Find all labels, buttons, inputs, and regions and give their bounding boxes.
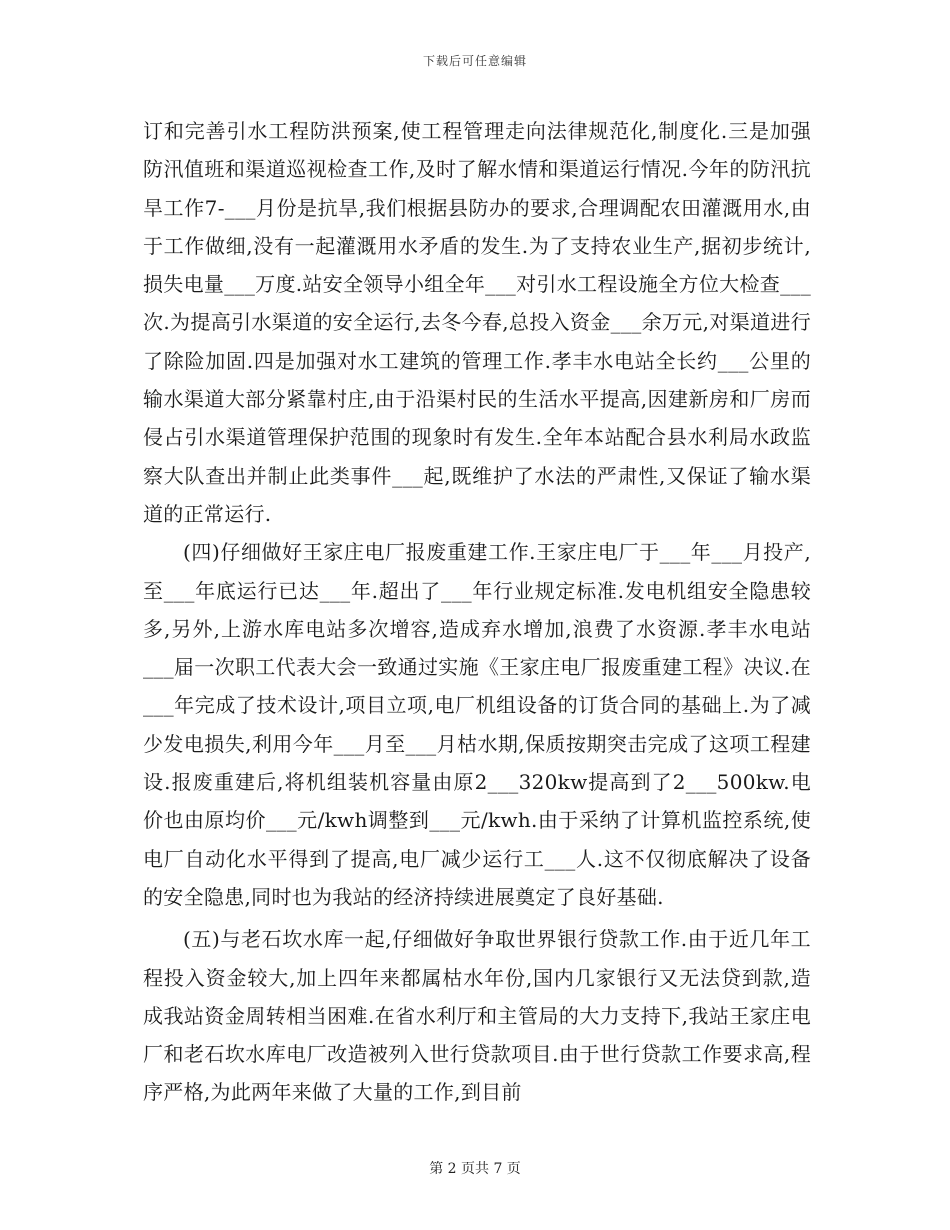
document-body [143, 112, 811, 1112]
paragraph-flood-control: 订和完善引水工程防洪预案,使工程管理走向法律规范化,制度化.三是加强防汛值班和渠道巡视检查工作,及时了解水情和渠道运行情况.今年的防汛抗旱工作7-___月份是抗旱,我们根据县防办的要求,合理调配农田灌溉用水,由于工作做细,没有一起灌溉用水矛盾的发生.为了支持农业生产,据初步统计,损失电量___万度.站安全领导小组全年___对引水工程设施全方位大检查___次.为提高引水渠道的安全运行,去冬今春,总投入资金___余万元,对渠道进行了除险加固.四是加强对水工建筑的管理工作.孝丰水电站全长约___公里的输水渠道大部分紧靠村庄,由于沿渠村民的生活水平提高,因建新房和厂房而侵占引水渠道管理保护范围的现象时有发生.全年本站配合县水利局水政监察大队查出并制止此类事件___起,既维护了水法的严肃性,又保证了输水渠道的正常运行. [143, 119, 811, 526]
paragraph-power-plant-rebuild: (四)仔细做好王家庄电厂报废重建工作.王家庄电厂于___年___月投产,至___年底运行已达___年.超出了___年行业规定标准.发电机组安全隐患较多,另外,上游水库电站多次增容,造成弃水增加,浪费了水资源.孝丰水电站___届一次职工代表大会一致通过实施《王家庄电厂报废重建工程》决议.在___年完成了技术设计,项目立项,电厂机组设备的订货合同的基础上.为了减少发电损失,利用今年___月至___月枯水期,保质按期突击完成了这项工程建设.报废重建后,将机组装机容量由原2___320kw提高到了2___500kw.电价也由原均价___元/kwh调整到___元/kwh.由于采纳了计算机监控系统,使电厂自动化水平得到了提高,电厂减少运行工___人.这不仅彻底解决了设备的安全隐患,同时也为我站的经济持续进展奠定了良好基础. [143, 540, 811, 909]
paragraph-world-bank-loan: (五)与老石坎水库一起,仔细做好争取世界银行贷款工作.由于近几年工程投入资金较大,加上四年来都属枯水年份,国内几家银行又无法贷到款,造成我站资金周转相当困难.在省水利厅和主管局的大力支持下,我站王家庄电厂和老石坎水库电厂改造被列入世行贷款项目.由于世行贷款工作要求高,程序严格,为此两年来做了大量的工作,到目前 [143, 927, 811, 1105]
page-number: 第 2 页共 7 页 [429, 1161, 521, 1177]
page-header: 下载后可任意编辑 [422, 54, 527, 68]
